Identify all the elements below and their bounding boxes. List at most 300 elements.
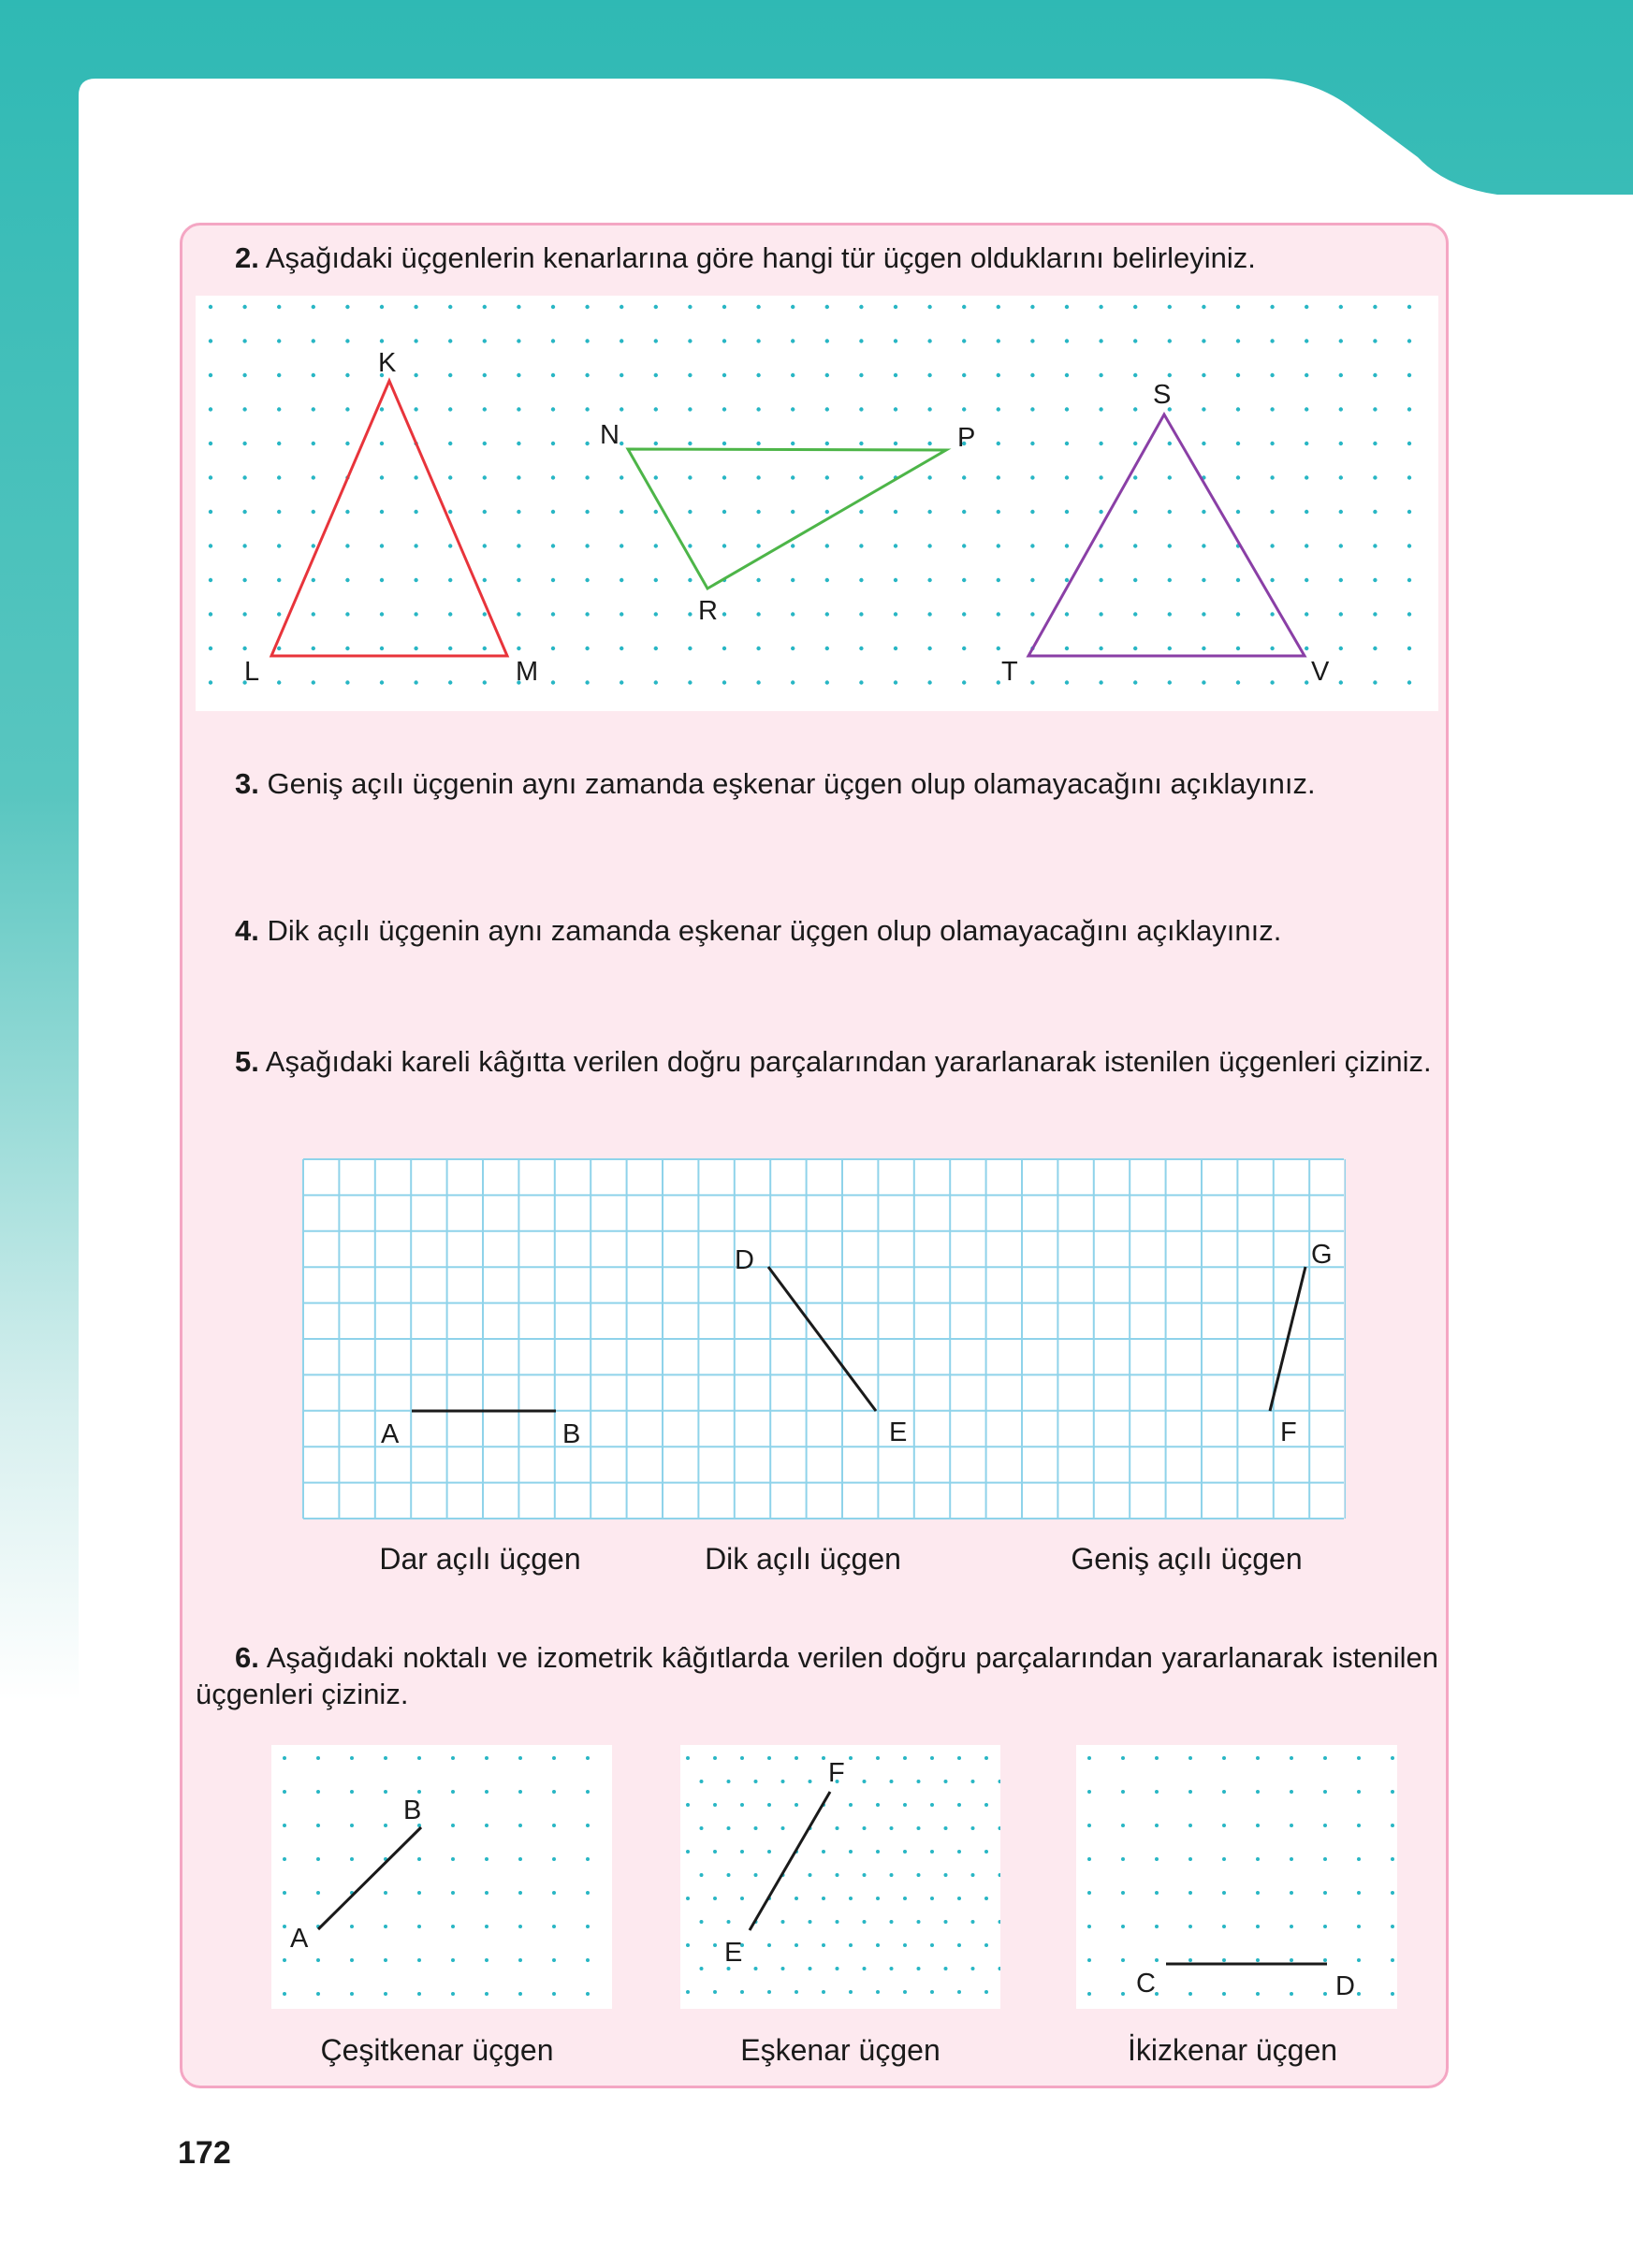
grid-dot	[756, 305, 760, 309]
grid-dot	[1270, 475, 1274, 479]
grid-dot	[1133, 544, 1137, 547]
grid-dot	[1256, 1857, 1260, 1861]
grid-dot	[863, 1780, 867, 1783]
grid-dot	[1222, 1857, 1226, 1861]
grid-dot	[1290, 1958, 1293, 1962]
grid-dot	[962, 373, 966, 377]
point-label-f-q6: F	[828, 1758, 845, 1788]
grid-dot	[927, 612, 931, 616]
grid-dot	[451, 1925, 455, 1928]
point-label-e: E	[889, 1418, 908, 1447]
grid-dot	[825, 680, 829, 684]
grid-dot	[927, 407, 931, 411]
grid-dot	[1305, 373, 1308, 377]
grid-dot	[756, 680, 760, 684]
grid-dot	[1391, 1790, 1394, 1794]
grid-dot	[620, 612, 623, 616]
grid-dot	[417, 1958, 421, 1962]
grid-dot	[1099, 475, 1102, 479]
grid-dot	[451, 1857, 455, 1861]
grid-dot	[552, 1857, 556, 1861]
grid-dot	[1305, 612, 1308, 616]
point-label-g: G	[1311, 1240, 1333, 1270]
grid-dot	[517, 544, 520, 547]
grid-dot	[1099, 407, 1102, 411]
grid-dot	[1323, 1925, 1327, 1928]
grid-dot	[316, 1790, 320, 1794]
grid-dot	[654, 544, 658, 547]
grid-dot	[894, 612, 897, 616]
grid-dot	[1407, 339, 1411, 342]
grid-dot	[414, 305, 417, 309]
grid-dot	[551, 305, 555, 309]
grid-dot	[927, 442, 931, 445]
grid-dot	[825, 407, 829, 411]
grid-dot	[1202, 339, 1205, 342]
grid-dot	[283, 1958, 286, 1962]
grid-dot	[1202, 647, 1205, 650]
grid-dot	[1373, 647, 1377, 650]
grid-dot	[903, 1756, 907, 1760]
grid-dot	[283, 1857, 286, 1861]
grid-dot	[1373, 339, 1377, 342]
grid-dot	[1099, 339, 1102, 342]
grid-dot	[740, 1990, 744, 1994]
grid-dot	[791, 442, 795, 445]
grid-dot	[277, 578, 281, 582]
grid-dot	[1099, 305, 1102, 309]
grid-dot	[451, 1891, 455, 1895]
grid-dot	[686, 1897, 690, 1900]
grid-dot	[417, 1756, 421, 1760]
grid-dot	[350, 1790, 354, 1794]
grid-dot	[836, 1826, 839, 1830]
grid-dot	[345, 373, 349, 377]
grid-dot	[1256, 1824, 1260, 1827]
grid-dot	[957, 1990, 961, 1994]
grid-dot	[209, 680, 212, 684]
grid-dot	[1407, 544, 1411, 547]
grid-dot	[863, 1920, 867, 1924]
grid-dot	[552, 1891, 556, 1895]
grid-dot	[380, 578, 384, 582]
question-2	[196, 240, 1438, 276]
grid-dot	[1256, 1992, 1260, 1996]
grid-dot	[781, 1967, 785, 1970]
grid-dot	[1373, 544, 1377, 547]
grid-dot	[585, 612, 589, 616]
grid-dot	[312, 475, 315, 479]
grid-dot	[1407, 373, 1411, 377]
grid-dot	[1305, 647, 1308, 650]
grid-dot	[1087, 1756, 1091, 1760]
grid-dot	[312, 510, 315, 514]
grid-dot	[345, 612, 349, 616]
question-4-text: Dik açılı üçgenin aynı zamanda eşkenar üçgen olup olamayacağını açıklayınız.	[267, 914, 1282, 947]
grid-dot	[849, 1803, 853, 1807]
grid-dot	[1256, 1925, 1260, 1928]
grid-dot	[927, 680, 931, 684]
grid-dot	[1202, 510, 1205, 514]
grid-dot	[1099, 373, 1102, 377]
grid-dot	[654, 442, 658, 445]
question-5	[196, 1043, 1438, 1080]
grid-dot	[1373, 510, 1377, 514]
grid-dot	[350, 1756, 354, 1760]
grid-dot	[756, 475, 760, 479]
grid-dot	[722, 612, 726, 616]
grid-dot	[654, 578, 658, 582]
grid-dot	[1339, 544, 1343, 547]
grid-dot	[1168, 339, 1172, 342]
grid-dot	[551, 475, 555, 479]
grid-dot	[863, 1967, 867, 1970]
point-label-l: L	[244, 657, 260, 687]
grid-dot	[1373, 612, 1377, 616]
grid-dot	[1168, 475, 1172, 479]
grid-dot	[620, 578, 623, 582]
grid-dot	[654, 647, 658, 650]
grid-dot	[767, 1756, 771, 1760]
grid-dot	[1099, 680, 1102, 684]
grid-dot	[944, 1873, 948, 1877]
grid-dot	[688, 442, 692, 445]
grid-dot	[277, 680, 281, 684]
grid-dot	[876, 1897, 880, 1900]
caption-equilateral-triangle: Eşkenar üçgen	[740, 2033, 940, 2067]
grid-dot	[1065, 339, 1069, 342]
grid-dot	[1155, 1756, 1159, 1760]
grid-dot	[1323, 1857, 1327, 1861]
caption-acute-triangle: Dar açılı üçgen	[379, 1542, 581, 1576]
grid-dot	[585, 578, 589, 582]
grid-dot	[345, 305, 349, 309]
grid-dot	[380, 612, 384, 616]
grid-dot	[1087, 1958, 1091, 1962]
grid-dot	[1155, 1958, 1159, 1962]
grid-dot	[859, 647, 863, 650]
grid-dot	[417, 1891, 421, 1895]
grid-dot	[451, 1958, 455, 1962]
grid-dot	[825, 612, 829, 616]
grid-dot	[283, 1756, 286, 1760]
grid-dot	[654, 510, 658, 514]
grid-dot	[551, 544, 555, 547]
grid-dot	[277, 305, 281, 309]
grid-dot	[903, 1943, 907, 1947]
grid-dot	[380, 305, 384, 309]
grid-dot	[822, 1943, 825, 1947]
grid-dot	[517, 578, 520, 582]
grid-dot	[1087, 1891, 1091, 1895]
grid-dot	[417, 1925, 421, 1928]
grid-dot	[485, 1925, 488, 1928]
grid-dot	[700, 1780, 704, 1783]
grid-dot	[350, 1925, 354, 1928]
grid-dot	[962, 544, 966, 547]
grid-dot	[1030, 407, 1034, 411]
dot-paper-isosceles	[1076, 1745, 1397, 2009]
grid-dot	[809, 1920, 812, 1924]
grid-dot	[1270, 305, 1274, 309]
grid-dot	[518, 1992, 522, 1996]
grid-dot	[962, 647, 966, 650]
grid-dot	[740, 1803, 744, 1807]
grid-dot	[451, 1824, 455, 1827]
grid-dot	[518, 1824, 522, 1827]
grid-dot	[1236, 612, 1240, 616]
grid-dot	[1222, 1790, 1226, 1794]
grid-dot	[756, 544, 760, 547]
question-6-text: Aşağıdaki noktalı ve izometrik kâğıtlarda verilen doğru parçalarından yararlanarak istenilen üçgenleri çiziniz.	[196, 1641, 1439, 1710]
grid-dot	[700, 1826, 704, 1830]
grid-dot	[242, 373, 246, 377]
grid-dot	[350, 1992, 354, 1996]
grid-dot	[984, 1803, 988, 1807]
grid-dot	[209, 339, 212, 342]
grid-dot	[1202, 612, 1205, 616]
grid-dot	[756, 373, 760, 377]
grid-dot	[688, 544, 692, 547]
grid-dot	[312, 339, 315, 342]
grid-dot	[984, 1943, 988, 1947]
grid-dot	[688, 373, 692, 377]
grid-dot	[1305, 475, 1308, 479]
grid-dot	[876, 1990, 880, 1994]
grid-dot	[1290, 1992, 1293, 1996]
grid-dot	[517, 373, 520, 377]
grid-dot	[620, 407, 623, 411]
grid-dot	[1133, 442, 1137, 445]
grid-dot	[713, 1803, 717, 1807]
grid-dot	[971, 1873, 975, 1877]
grid-dot	[754, 1967, 758, 1970]
grid-dot	[859, 305, 863, 309]
grid-dot	[448, 339, 452, 342]
grid-dot	[414, 510, 417, 514]
grid-dot	[209, 305, 212, 309]
grid-dot	[791, 510, 795, 514]
grid-dot	[414, 578, 417, 582]
grid-dot	[316, 1824, 320, 1827]
grid-dot	[242, 305, 246, 309]
grid-dot	[722, 442, 726, 445]
grid-dot	[1339, 680, 1343, 684]
grid-dot	[713, 1943, 717, 1947]
grid-dot	[997, 407, 1000, 411]
grid-dot	[448, 373, 452, 377]
grid-dot	[795, 1943, 798, 1947]
grid-dot	[1202, 544, 1205, 547]
grid-dot	[859, 339, 863, 342]
grid-dot	[585, 647, 589, 650]
grid-dot	[1373, 442, 1377, 445]
grid-dot	[859, 680, 863, 684]
grid-dot	[552, 1925, 556, 1928]
grid-dot	[997, 442, 1000, 445]
grid-dot	[585, 373, 589, 377]
grid-dot	[688, 339, 692, 342]
grid-dot	[997, 578, 1000, 582]
page-number: 172	[178, 2135, 231, 2171]
grid-dot	[944, 1967, 948, 1970]
grid-dot	[767, 1943, 771, 1947]
grid-dot	[1357, 1958, 1361, 1962]
point-label-k: K	[378, 348, 397, 378]
caption-obtuse-triangle: Geniş açılı üçgen	[1071, 1542, 1303, 1576]
grid-dot	[384, 1992, 387, 1996]
grid-dot	[552, 1992, 556, 1996]
grid-dot	[849, 1850, 853, 1854]
grid-dot	[1121, 1925, 1125, 1928]
grid-dot	[722, 373, 726, 377]
grid-dot	[767, 1990, 771, 1994]
grid-dot	[312, 578, 315, 582]
grid-dot	[485, 1824, 488, 1827]
grid-dot	[927, 647, 931, 650]
grid-dot	[1133, 510, 1137, 514]
grid-dot	[836, 1920, 839, 1924]
grid-dot	[957, 1756, 961, 1760]
grid-dot	[1256, 1790, 1260, 1794]
grid-dot	[859, 544, 863, 547]
grid-dot	[448, 407, 452, 411]
grid-dot	[1256, 1756, 1260, 1760]
grid-dot	[1323, 1756, 1327, 1760]
grid-dot	[414, 475, 417, 479]
grid-dot	[1373, 373, 1377, 377]
grid-dot	[1339, 578, 1343, 582]
grid-dot	[1222, 1824, 1226, 1827]
grid-dot	[791, 680, 795, 684]
grid-dot	[688, 510, 692, 514]
point-label-d: D	[735, 1245, 754, 1275]
grid-dot	[791, 373, 795, 377]
grid-dot	[517, 339, 520, 342]
grid-dot	[781, 1780, 785, 1783]
grid-dot	[859, 475, 863, 479]
grid-dot	[890, 1826, 894, 1830]
grid-dot	[1133, 305, 1137, 309]
grid-dot	[894, 680, 897, 684]
grid-dot	[1407, 510, 1411, 514]
grid-dot	[209, 578, 212, 582]
grid-dot	[1099, 442, 1102, 445]
grid-dot	[242, 647, 246, 650]
grid-dot	[384, 1824, 387, 1827]
grid-dot	[930, 1897, 934, 1900]
grid-dot	[485, 1891, 488, 1895]
grid-dot	[917, 1780, 921, 1783]
grid-dot	[1236, 578, 1240, 582]
grid-dot	[876, 1756, 880, 1760]
grid-dot	[1065, 578, 1069, 582]
grid-dot	[903, 1897, 907, 1900]
grid-dot	[1236, 442, 1240, 445]
grid-dot	[997, 612, 1000, 616]
grid-dot	[930, 1756, 934, 1760]
grid-dot	[1188, 1756, 1192, 1760]
grid-dot	[1121, 1891, 1125, 1895]
grid-dot	[654, 407, 658, 411]
grid-dot	[312, 407, 315, 411]
grid-dot	[1357, 1857, 1361, 1861]
grid-dot	[585, 544, 589, 547]
grid-dot	[713, 1897, 717, 1900]
grid-dot	[1099, 510, 1102, 514]
grid-dot	[620, 647, 623, 650]
grid-dot	[448, 475, 452, 479]
grid-dot	[1339, 339, 1343, 342]
grid-dot	[1099, 544, 1102, 547]
grid-dot	[1270, 647, 1274, 650]
grid-dot	[1168, 442, 1172, 445]
grid-dot	[894, 407, 897, 411]
grid-dot	[809, 1873, 812, 1877]
grid-dot	[518, 1891, 522, 1895]
grid-dot	[825, 510, 829, 514]
grid-dot	[1323, 1790, 1327, 1794]
point-label-n: N	[600, 420, 620, 450]
grid-dot	[242, 407, 246, 411]
grid-dot	[1305, 407, 1308, 411]
grid-dot	[551, 339, 555, 342]
grid-dot	[483, 510, 487, 514]
grid-dot	[380, 647, 384, 650]
grid-dot	[551, 680, 555, 684]
grid-dot	[962, 475, 966, 479]
grid-dot	[518, 1857, 522, 1861]
grid-dot	[1168, 612, 1172, 616]
grid-dot	[551, 578, 555, 582]
grid-dot	[209, 510, 212, 514]
grid-dot	[1121, 1958, 1125, 1962]
grid-dot	[585, 475, 589, 479]
grid-dot	[448, 305, 452, 309]
grid-dot	[384, 1958, 387, 1962]
grid-dot	[1155, 1790, 1159, 1794]
point-label-a: A	[381, 1419, 400, 1449]
grid-dot	[713, 1850, 717, 1854]
grid-dot	[1222, 1925, 1226, 1928]
grid-dot	[380, 544, 384, 547]
grid-dot	[859, 510, 863, 514]
grid-dot	[957, 1850, 961, 1854]
grid-dot	[1202, 578, 1205, 582]
grid-dot	[283, 1824, 286, 1827]
grid-dot	[654, 680, 658, 684]
grid-dot	[585, 442, 589, 445]
grid-dot	[791, 544, 795, 547]
grid-dot	[859, 612, 863, 616]
grid-dot	[756, 407, 760, 411]
grid-dot	[890, 1920, 894, 1924]
grid-dot	[345, 578, 349, 582]
grid-dot	[1236, 510, 1240, 514]
grid-dot	[209, 647, 212, 650]
grid-dot	[984, 1756, 988, 1760]
grid-dot	[585, 339, 589, 342]
grid-dot	[316, 1992, 320, 1996]
grid-dot	[1188, 1790, 1192, 1794]
grid-dot	[414, 373, 417, 377]
grid-dot	[927, 339, 931, 342]
grid-dot	[414, 339, 417, 342]
grid-dot	[767, 1803, 771, 1807]
grid-dot	[849, 1897, 853, 1900]
grid-dot	[1236, 407, 1240, 411]
grid-dot	[1236, 339, 1240, 342]
